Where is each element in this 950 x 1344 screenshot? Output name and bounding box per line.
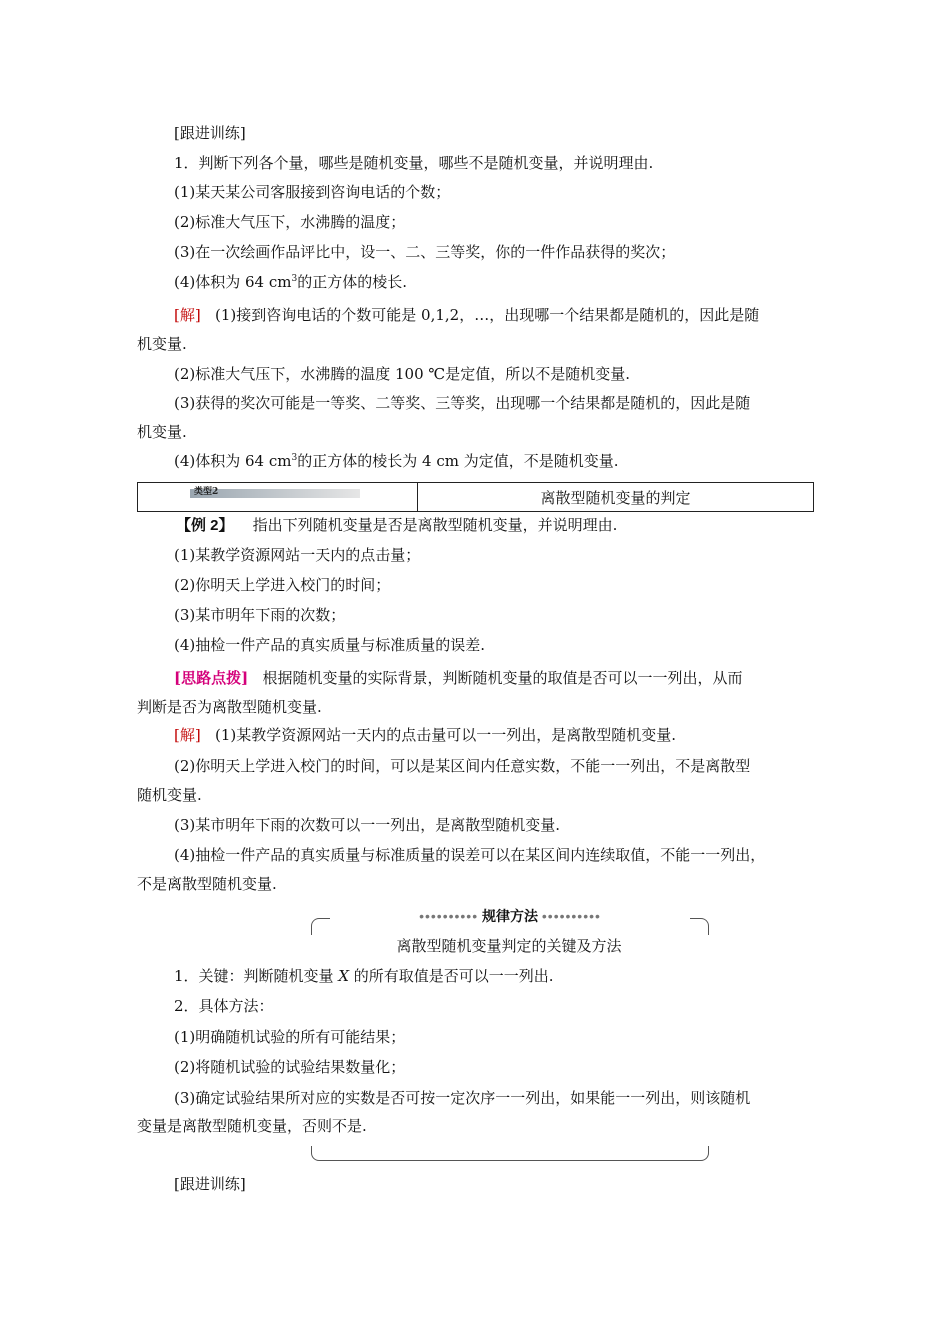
method-step-3-a: (3)确定试验结果所对应的实数是否可按一定次序一一列出，如果能一一列出，则该随机 [174,1089,751,1107]
example-item-1: (1)某教学资源网站一天内的点击量； [174,546,421,564]
hint-line-a: [思路点拨] 根据随机变量的实际背景，判断随机变量的取值是否可以一一列出，从而 [174,669,743,687]
type-tag: 类型2 [190,489,360,498]
footer-practice-heading: [跟进训练] [174,1175,246,1193]
question-item-2: (2)标准大气压下，水沸腾的温度； [174,213,406,231]
example-2-line: 【例 2】 指出下列随机变量是否是离散型随机变量，并说明理由. [176,516,618,534]
practice-heading: [跟进训练] [174,124,246,142]
solution-4: (4)体积为 64 $cm^3$的正方体的棱长为 4 cm 为定值，不是随机变量. [174,452,619,470]
method-step-1: (1)明确随机试验的所有可能结果； [174,1028,406,1046]
solution-3-line-b: 机变量. [137,423,187,441]
solution-3-line-a: (3)获得的奖次可能是一等奖、二等奖、三等奖，出现哪一个结果都是随机的，因此是随 [174,394,751,412]
example-solution-2-a: (2)你明天上学进入校门的时间，可以是某区间内任意实数，不能一一列出，不是离散型 [174,757,751,775]
example-solution-3: (3)某市明年下雨的次数可以一一列出，是离散型随机变量. [174,816,561,834]
solution-tag: [解] [174,306,201,324]
hint-line-b: 判断是否为离散型随机变量. [137,698,322,716]
method-step-3-b: 变量是离散型随机变量，否则不是. [137,1117,367,1135]
example-solution-4-a: (4)抽检一件产品的真实质量与标准质量的误差可以在某区间内连续取值，不能一一列出， [174,846,766,864]
method-frame-label: •••••••••• 规律方法 •••••••••• [330,905,690,927]
hint-tag: [思路点拨] [174,669,249,687]
solution-1-line-a: [解] (1)接到咨询电话的个数可能是 0,1,2，…，出现哪一个结果都是随机的，因此是随 [174,306,760,324]
example-item-4: (4)抽检一件产品的真实质量与标准质量的误差. [174,636,486,654]
method-key: 1．关键：判断随机变量 X 的所有取值是否可以一一列出. [174,967,554,985]
method-frame-bottom [311,1146,709,1161]
type-header-box [137,482,814,512]
solution-1-line-b: 机变量. [137,335,187,353]
solution-tag: [解] [174,726,201,744]
question-item-4: (4)体积为 64 $cm^3$的正方体的棱长. [174,273,408,291]
method-steps-heading: 2．具体方法： [174,997,274,1015]
example-solution-4-b: 不是离散型随机变量. [137,875,277,893]
solution-2: (2)标准大气压下，水沸腾的温度 100 ℃是定值，所以不是随机变量. [174,365,630,383]
question-1: 1．判断下列各个量，哪些是随机变量，哪些不是随机变量，并说明理由. [174,154,654,172]
example-solution-2-b: 随机变量. [137,786,202,804]
method-title: 离散型随机变量判定的关键及方法 [396,938,622,955]
type-title: 离散型随机变量的判定 [540,490,691,507]
method-step-2: (2)将随机试验的试验结果数量化； [174,1058,406,1076]
example-item-2: (2)你明天上学进入校门的时间； [174,576,391,594]
example-label: 【例 2】 [176,517,234,534]
example-solution-1: [解] (1)某教学资源网站一天内的点击量可以一一列出，是离散型随机变量. [174,726,677,744]
question-item-1: (1)某天某公司客服接到咨询电话的个数； [174,183,451,201]
example-item-3: (3)某市明年下雨的次数； [174,606,346,624]
question-item-3: (3)在一次绘画作品评比中，设一、二、三等奖，你的一件作品获得的奖次； [174,243,676,261]
